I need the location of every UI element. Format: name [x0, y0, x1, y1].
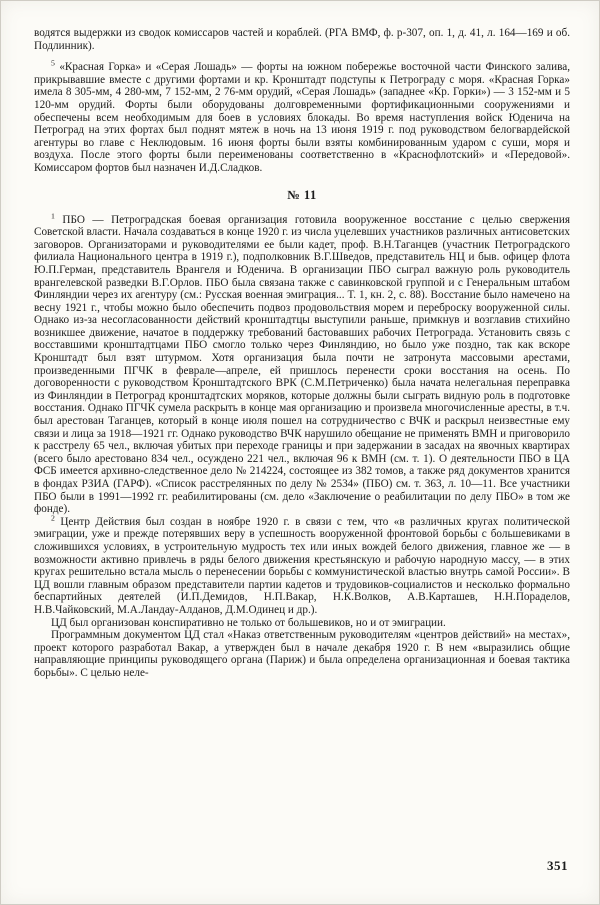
paragraph-program-document [34, 629, 570, 679]
paragraph-cd-conspirative [34, 617, 570, 630]
paragraph-continuation [34, 27, 570, 52]
paragraph-program-document-text: Программным документом ЦД стал «Наказ ответственным руководителям «центров действий» на местах», проект которого разработал Вакар, а утвержден был в начале декабря 1920 г. В нем «выразились общие направляющие принципы руководящего органа (Париж) и была определена организационная и боевая тактика борьбы». С целью неле- [34, 629, 570, 679]
page-number: 351 [547, 858, 568, 873]
paragraph-cd-conspirative-text: ЦД был организован конспиративно не только от большевиков, но и от эмиграции. [51, 616, 446, 629]
footnote-1-marker: 1 [51, 210, 55, 220]
footnote-2-marker: 2 [51, 513, 55, 523]
footnote-5 [34, 58, 570, 174]
footnote-2-text: Центр Действия был создан в ноябре 1920 г. в связи с тем, что «в различных кругах политической эмиграции, уже и прежде потерявших веру в успешность вооруженной фронтовой борьбы с большевиками в сложившихся условиях, в устроительную мудрость тех или иных вождей белого движения, главное же — в возможности активно привлечь в ряды белого движения крестьянскую и рабочую народную массу, — в этих кругах решительно встала мысль о перенесении борьбы с коммунистической властью внутрь самой России». В ЦД вошли главным образом представители партии кадетов и трудовиков-социалистов и несколько формально беспартийных деятелей (И.П.Демидов, Н.П.Вакар, Н.К.Волков, А.В.Карташев, Н.Н.Пораделов, Н.В.Чайковский, М.А.Ландау-Алданов, Д.М.Одинец и др.). [34, 515, 570, 616]
footnote-2 [34, 513, 570, 617]
document-number-heading: № 11 [287, 187, 317, 202]
footnote-1-text: ПБО — Петроградская боевая организация готовила вооруженное восстание с целью свержения Советской власти. Начала создаваться в конце 1920 г. из числа уцелевших участников различных антисоветских заговоров. Организаторами и руководителями ее были кадет, проф. В.Н.Таганцев (участник Петроградского филиала Национального центра в 1919 г.), подполковник В.Г.Шведов, представитель НЦ и быв. офицер флота Ю.П.Герман, представитель Врангеля и Юденича. В организации ПБО сыграл важную роль руководитель врангелевской разведки В.Г.Орлов. ПБО была связана также с савинковской группой и с Генеральным штабом Финляндии через их агентуру (см.: Русская военная эмиграция... Т. 1, кн. 2, с. 88). Восстание было намечено на весну 1921 г., чтобы можно было обеспечить подвоз продовольствия морем и переброску вооруженной силы. Однако из-за несогласованности действий кронштадтцы выступили раньше, примкнув и возглавив стихийно возникшее движение, начатое в поддержку требований бастовавших рабочих Петрограда. Установить связь с восставшими кронштадтцами ПБО смогло только через Финляндию, но было уже поздно, так как вскоре Кронштадт был взят штурмом. Хотя организация была почти не затронута массовыми арестами, произведенными ПГЧК в феврале—апреле, ей пришлось перенести сроки восстания на осень. По договоренности с руководством Кронштадтского ВРК (С.М.Петриченко) была начата нелегальная переправка из Финляндии в Петроград кронштадтских моряков, которые должны были сыграть видную роль в подготовке восстания. Однако ПГЧК сумела раскрыть в конце мая организацию и произвела многочисленные аресты, в т.ч. был арестован Таганцев, который в конце июля пошел на сотрудничество с ВЧК и раскрыл неизвестные ему связи и лица за 1918—1921 гг. Однако руководство ВЧК нарушило обещание не применять ВМН и приговорило к расстрелу 65 чел., включая убитых при переходе границы и при задержании в засадах на явочных квартирах (всего было арестовано 834 чел., осуждено 221 чел., включая 96 к ВМН (см. т. 1). О деятельности ПБО в ЦА ФСБ имеется архивно-следственное дело № 214224, состоящее из 382 томов, а также ряд документов хранится в фондах РЗИА (ГАРФ). «Список расстрелянных по делу № 2534» (ПБО) см. т. 363, л. 10—11. Все участники ПБО были в 1991—1992 гг. реабилитированы (см. дело «Заключение о реабилитации по делу ПБО» в том же фонде). [34, 213, 571, 516]
footnote-5-text: «Красная Горка» и «Серая Лошадь» — форты на южном побережье восточной части Финского залива, прикрывавшие вместе с другими фортами и кр. Кронштадт подступы к Петрограду с моря. «Красная Горка» имела 8 305-мм, 4 280-мм, 7 152-мм, 2 76-мм орудий, «Серая Лошадь» (западнее «Кр. Горки») — 3 152-мм и 5 120-мм орудий. Форты были оборудованы долговременными фортификационными сооружениями и обеспечены всем необходимым для боев в условиях блокады. Во время наступления войск Юденича на Петроград на этих фортах был поднят мятеж в ночь на 13 июня 1919 г. под руководством белогвардейской агентуры во главе с Неклюдовым. 16 июня форты были взяты комбинированным ударом с суши, моря и воздуха. После этого форты были переименованы соответственно в «Краснофлотский» и «Передовой». Комиссаром фортов был назначен И.Д.Сладков. [34, 61, 570, 174]
footnote-5-marker: 5 [51, 58, 55, 68]
footnote-1 [34, 210, 571, 516]
page-content [34, 27, 570, 680]
paragraph-continuation-text: водятся выдержки из сводок комиссаров частей и кораблей. (РГА ВМФ, ф. р-307, оп. 1, д. 41, л. 164—169 и об. Подлинник). [34, 27, 570, 52]
